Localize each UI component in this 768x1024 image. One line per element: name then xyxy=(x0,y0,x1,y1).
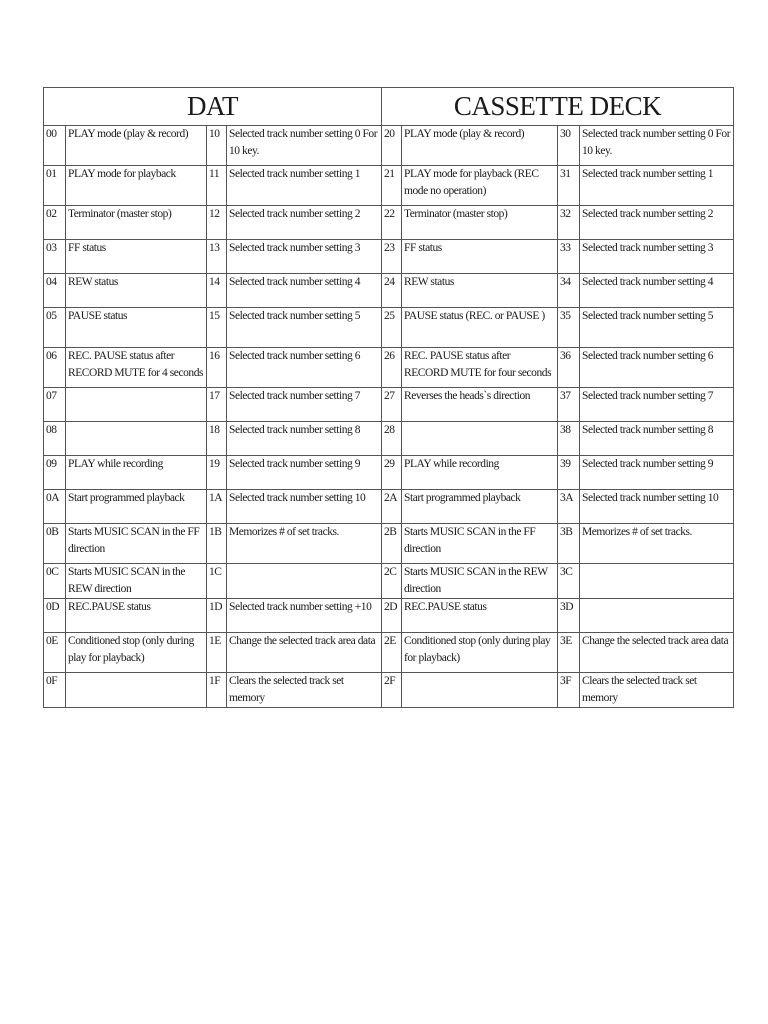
cassette-code-cell: 3C xyxy=(558,564,580,599)
dat-function-cell: REC.PAUSE status xyxy=(66,599,207,633)
cassette-function-cell: FF status xyxy=(402,240,558,274)
cassette-code-cell: 21 xyxy=(382,166,402,206)
cassette-function-cell: PLAY while recording xyxy=(402,456,558,490)
cassette-code-cell: 2D xyxy=(382,599,402,633)
cassette-function-cell: REC. PAUSE status after RECORD MUTE for four seconds xyxy=(402,348,558,388)
cassette-code-cell: 2A xyxy=(382,490,402,524)
cassette-function-cell xyxy=(402,422,558,456)
cassette-code-cell: 38 xyxy=(558,422,580,456)
cassette-code-cell: 3D xyxy=(558,599,580,633)
cassette-code-cell: 24 xyxy=(382,274,402,308)
command-code-table xyxy=(43,87,734,708)
dat-code-cell: 0B xyxy=(44,524,66,564)
cassette-code-cell: 3F xyxy=(558,673,580,708)
cassette-function-cell: Selected track number setting 0 For 10 key. xyxy=(580,126,734,166)
dat-function-cell: Memorizes # of set tracks. xyxy=(227,524,382,564)
dat-function-cell: Starts MUSIC SCAN in the REW direction xyxy=(66,564,207,599)
cassette-function-cell: Starts MUSIC SCAN in the FF direction xyxy=(402,524,558,564)
dat-code-cell: 05 xyxy=(44,308,66,348)
cassette-function-cell: Start programmed playback xyxy=(402,490,558,524)
cassette-function-cell: Selected track number setting 6 xyxy=(580,348,734,388)
dat-function-cell: Change the selected track area data xyxy=(227,633,382,673)
cassette-function-cell: Selected track number setting 1 xyxy=(580,166,734,206)
table-row xyxy=(44,166,734,206)
dat-code-cell: 16 xyxy=(207,348,227,388)
cassette-function-cell xyxy=(580,564,734,599)
dat-function-cell: Starts MUSIC SCAN in the FF direction xyxy=(66,524,207,564)
cassette-code-cell: 2E xyxy=(382,633,402,673)
dat-function-cell: Selected track number setting +10 xyxy=(227,599,382,633)
cassette-code-cell: 26 xyxy=(382,348,402,388)
dat-code-cell: 1C xyxy=(207,564,227,599)
cassette-function-cell: Selected track number setting 10 xyxy=(580,490,734,524)
cassette-code-cell: 27 xyxy=(382,388,402,422)
table-row xyxy=(44,524,734,564)
cassette-code-cell: 3B xyxy=(558,524,580,564)
dat-code-cell: 0D xyxy=(44,599,66,633)
cassette-code-cell: 36 xyxy=(558,348,580,388)
dat-code-cell: 0A xyxy=(44,490,66,524)
dat-function-cell: Selected track number setting 2 xyxy=(227,206,382,240)
cassette-code-cell: 22 xyxy=(382,206,402,240)
dat-function-cell xyxy=(227,564,382,599)
table-row xyxy=(44,274,734,308)
cassette-function-cell: REW status xyxy=(402,274,558,308)
cassette-code-cell: 31 xyxy=(558,166,580,206)
dat-function-cell: PLAY mode for playback xyxy=(66,166,207,206)
cassette-function-cell: Selected track number setting 4 xyxy=(580,274,734,308)
dat-function-cell: PLAY while recording xyxy=(66,456,207,490)
dat-code-cell: 1E xyxy=(207,633,227,673)
cassette-function-cell: Selected track number setting 2 xyxy=(580,206,734,240)
dat-code-cell: 08 xyxy=(44,422,66,456)
table-row xyxy=(44,673,734,708)
cassette-function-cell xyxy=(580,599,734,633)
cassette-code-cell: 29 xyxy=(382,456,402,490)
cassette-deck-header: CASSETTE DECK xyxy=(382,88,734,126)
cassette-code-cell: 32 xyxy=(558,206,580,240)
dat-code-cell: 02 xyxy=(44,206,66,240)
cassette-code-cell: 35 xyxy=(558,308,580,348)
table-row xyxy=(44,564,734,599)
cassette-code-cell: 37 xyxy=(558,388,580,422)
table-row xyxy=(44,388,734,422)
cassette-code-cell: 2B xyxy=(382,524,402,564)
cassette-code-cell: 20 xyxy=(382,126,402,166)
dat-code-cell: 07 xyxy=(44,388,66,422)
dat-code-cell: 0C xyxy=(44,564,66,599)
dat-function-cell: Terminator (master stop) xyxy=(66,206,207,240)
dat-code-cell: 11 xyxy=(207,166,227,206)
dat-function-cell: REW status xyxy=(66,274,207,308)
cassette-code-cell: 23 xyxy=(382,240,402,274)
table-row xyxy=(44,206,734,240)
cassette-function-cell: Starts MUSIC SCAN in the REW direction xyxy=(402,564,558,599)
table-row xyxy=(44,422,734,456)
dat-header: DAT xyxy=(44,88,382,126)
dat-code-cell: 00 xyxy=(44,126,66,166)
dat-code-cell: 1B xyxy=(207,524,227,564)
cassette-function-cell: PLAY mode for playback (REC mode no operation) xyxy=(402,166,558,206)
table-row xyxy=(44,490,734,524)
cassette-function-cell: Conditioned stop (only during play for playback) xyxy=(402,633,558,673)
dat-function-cell: Start programmed playback xyxy=(66,490,207,524)
dat-code-cell: 03 xyxy=(44,240,66,274)
cassette-function-cell xyxy=(402,673,558,708)
table-row xyxy=(44,348,734,388)
dat-function-cell: Selected track number setting 5 xyxy=(227,308,382,348)
cassette-function-cell: PAUSE status (REC. or PAUSE ) xyxy=(402,308,558,348)
table-row xyxy=(44,240,734,274)
cassette-code-cell: 3A xyxy=(558,490,580,524)
cassette-code-cell: 34 xyxy=(558,274,580,308)
dat-function-cell: Conditioned stop (only during play for playback) xyxy=(66,633,207,673)
cassette-function-cell: PLAY mode (play & record) xyxy=(402,126,558,166)
dat-code-cell: 1F xyxy=(207,673,227,708)
dat-function-cell: Selected track number setting 4 xyxy=(227,274,382,308)
dat-function-cell: Selected track number setting 0 For 10 key. xyxy=(227,126,382,166)
table-row xyxy=(44,308,734,348)
dat-code-cell: 18 xyxy=(207,422,227,456)
cassette-code-cell: 39 xyxy=(558,456,580,490)
dat-function-cell: Selected track number setting 9 xyxy=(227,456,382,490)
cassette-function-cell: REC.PAUSE status xyxy=(402,599,558,633)
dat-code-cell: 04 xyxy=(44,274,66,308)
cassette-function-cell: Terminator (master stop) xyxy=(402,206,558,240)
table-row xyxy=(44,456,734,490)
dat-code-cell: 0F xyxy=(44,673,66,708)
dat-function-cell xyxy=(66,422,207,456)
dat-function-cell: Selected track number setting 10 xyxy=(227,490,382,524)
cassette-function-cell: Change the selected track area data xyxy=(580,633,734,673)
dat-code-cell: 13 xyxy=(207,240,227,274)
cassette-function-cell: Selected track number setting 9 xyxy=(580,456,734,490)
dat-code-cell: 09 xyxy=(44,456,66,490)
cassette-code-cell: 2F xyxy=(382,673,402,708)
cassette-function-cell: Clears the selected track set memory xyxy=(580,673,734,708)
dat-function-cell: Selected track number setting 1 xyxy=(227,166,382,206)
cassette-code-cell: 28 xyxy=(382,422,402,456)
cassette-code-cell: 3E xyxy=(558,633,580,673)
dat-code-cell: 1D xyxy=(207,599,227,633)
cassette-function-cell: Selected track number setting 8 xyxy=(580,422,734,456)
cassette-code-cell: 25 xyxy=(382,308,402,348)
dat-code-cell: 06 xyxy=(44,348,66,388)
cassette-function-cell: Selected track number setting 5 xyxy=(580,308,734,348)
cassette-function-cell: Reverses the heads`s direction xyxy=(402,388,558,422)
dat-function-cell: PAUSE status xyxy=(66,308,207,348)
dat-function-cell: Selected track number setting 6 xyxy=(227,348,382,388)
dat-function-cell xyxy=(66,388,207,422)
cassette-function-cell: Selected track number setting 3 xyxy=(580,240,734,274)
dat-function-cell xyxy=(66,673,207,708)
cassette-code-cell: 30 xyxy=(558,126,580,166)
table-row xyxy=(44,126,734,166)
cassette-code-cell: 2C xyxy=(382,564,402,599)
dat-code-cell: 17 xyxy=(207,388,227,422)
dat-function-cell: Selected track number setting 7 xyxy=(227,388,382,422)
dat-function-cell: REC. PAUSE status after RECORD MUTE for 4 seconds xyxy=(66,348,207,388)
dat-code-cell: 01 xyxy=(44,166,66,206)
dat-code-cell: 19 xyxy=(207,456,227,490)
dat-code-cell: 12 xyxy=(207,206,227,240)
dat-code-cell: 15 xyxy=(207,308,227,348)
dat-code-cell: 14 xyxy=(207,274,227,308)
dat-code-cell: 10 xyxy=(207,126,227,166)
cassette-function-cell: Selected track number setting 7 xyxy=(580,388,734,422)
dat-code-cell: 0E xyxy=(44,633,66,673)
dat-function-cell: Clears the selected track set memory xyxy=(227,673,382,708)
dat-function-cell: PLAY mode (play & record) xyxy=(66,126,207,166)
cassette-code-cell: 33 xyxy=(558,240,580,274)
dat-function-cell: Selected track number setting 8 xyxy=(227,422,382,456)
table-row xyxy=(44,599,734,633)
dat-function-cell: FF status xyxy=(66,240,207,274)
dat-code-cell: 1A xyxy=(207,490,227,524)
dat-function-cell: Selected track number setting 3 xyxy=(227,240,382,274)
table-row xyxy=(44,633,734,673)
cassette-function-cell: Memorizes # of set tracks. xyxy=(580,524,734,564)
